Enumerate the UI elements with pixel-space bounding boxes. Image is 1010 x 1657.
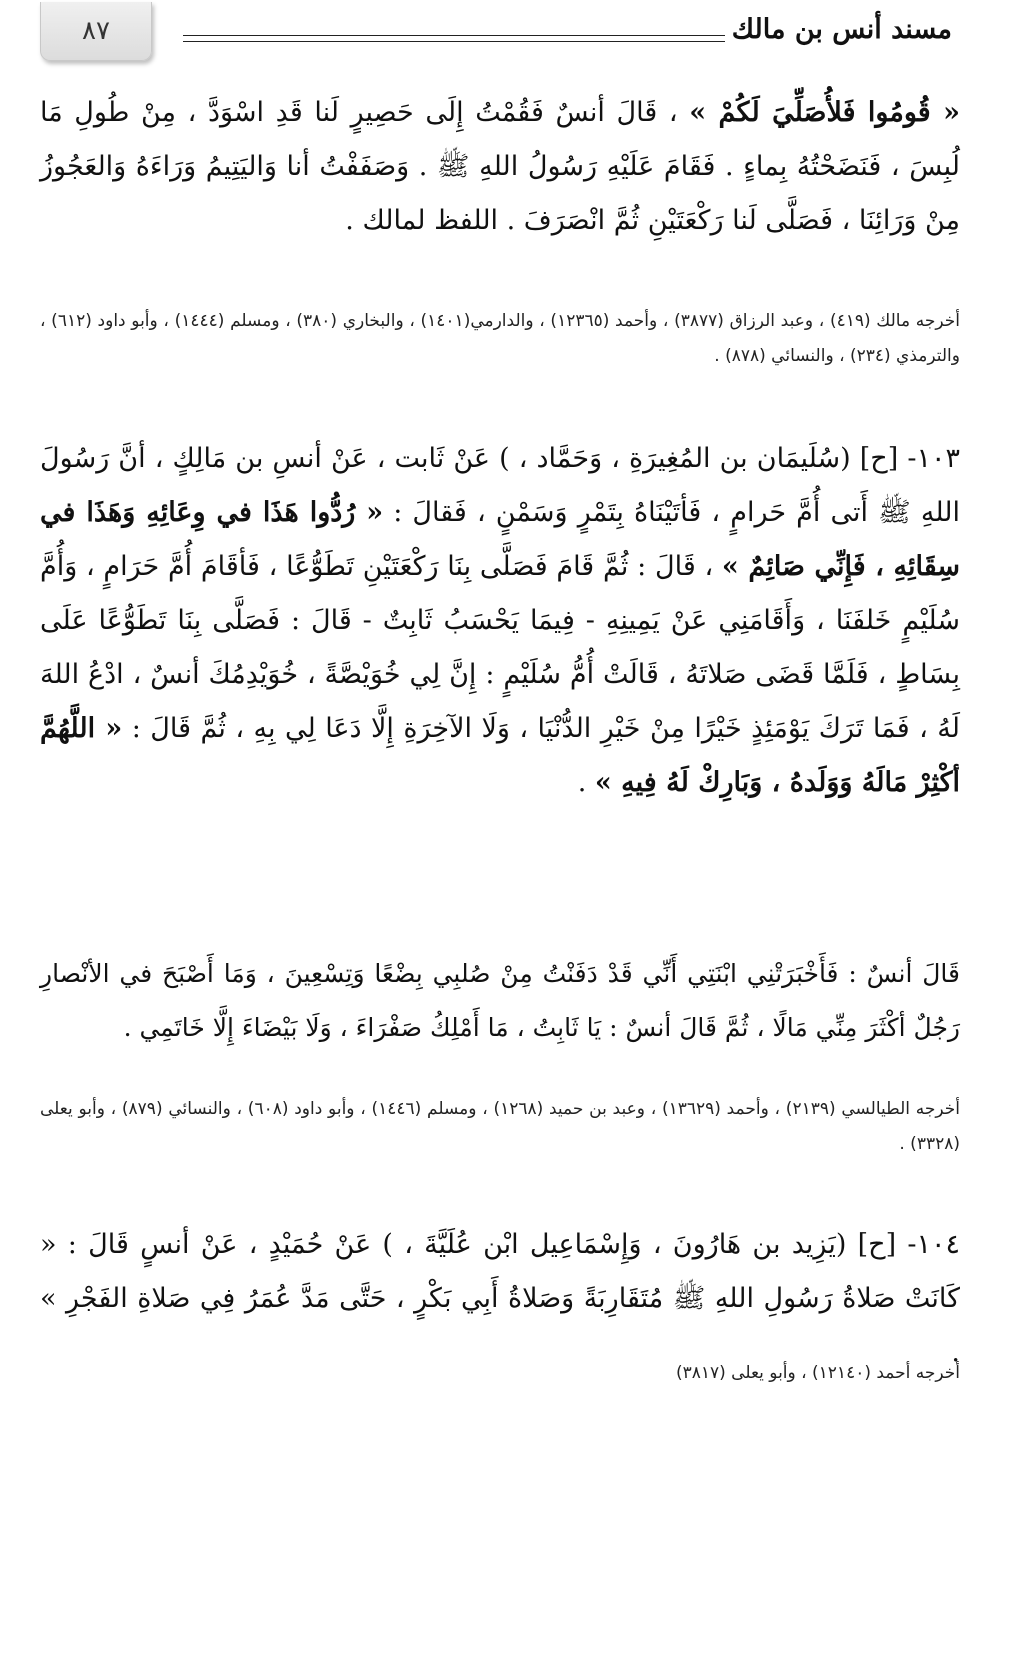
hadith-103-end: . [577, 767, 595, 798]
hadith-102-continuation [40, 86, 960, 248]
page-number: ٨٧ [82, 16, 110, 46]
hadith-103 [40, 432, 960, 810]
hadith-104: ١٠٤- [ح] (يَزِيد بن هَارُونَ ، وَإِسْمَاعِيل ابْن عُلَيَّةَ ، ) عَنْ حُمَيْدٍ ، عَنْ أنسٍ قَالَ : « كَانَتْ صَلاةُ رَسُولِ اللهِ ﷺ مُتَقَارِبَةً وَصَلاةُ أَبِي بَكْرٍ ، حَتَّى مَدَّ عُمَرُ فِي صَلاةِ الفَجْرِ » . [40, 1229, 960, 1368]
hadith-103-isnad: ١٠٣- [ح] (سُلَيمَان بن المُغِيرَةِ ، وَحَمَّاد ، ) عَنْ ثَابت ، عَنْ أنسِ بن مَالِكٍ ، أنَّ رَسُولَ اللهِ ﷺ أَتى أُمَّ حَرامٍ ، فَأتَيْنَاهُ بِتَمْرٍ وَسَمْنٍ ، فَقالَ : [40, 443, 960, 528]
footnote-takhrij-102: أخرجه مالك (٤١٩) ، وعبد الرزاق (٣٨٧٧) ، وأحمد (١٢٣٦٥) ، والدارمي(١٤٠١) ، والبخاري (٣٨٠) ، ومسلم (١٤٤٤) ، وأبو داود (٦١٢) ، والترمذي (٢٣٤) ، والنسائي (٨٧٨) . [40, 311, 961, 366]
prophet-quote: « قُومُوا فَلأُصَلِّيَ لَكُمْ » [689, 97, 960, 128]
page-header [0, 0, 1010, 70]
header-rule-top [183, 35, 725, 36]
hadith-103-addendum: قَالَ أنسٌ : فَأَخْبَرَتْنِي ابْنَتِي أَنِّي قَدْ دَفَنْتُ مِنْ صُلبِي بِضْعًا وَتِسْعِينَ ، وَمَا أَصْبَحَ في الأنْصارِ رَجُلٌ أكْثَرَ مِنِّي مَالًا ، ثُمَّ قَالَ أنسٌ : يَا ثَابِتُ ، مَا أَمْلِكُ صَفْرَاءَ ، وَلَا بَيْضَاءَ إِلَّا خَاتَمِي . [40, 959, 960, 1042]
prophet-quote-2: « اللَّهُمَّ أكْثِرْ مَالَهُ وَوَلَدهُ ، وَبَارِكْ لَهُ فِيهِ » [40, 713, 960, 798]
footnote-takhrij-103: أخرجه الطيالسي (٢١٣٩) ، وأحمد (١٣٦٢٩) ، وعبد بن حميد (١٢٦٨) ، ومسلم (١٤٤٦) ، وأبو داود (٦٠٨) ، والنسائي (٨٧٩) ، وأبو يعلى (٣٣٢٨) . [40, 1099, 961, 1154]
prophet-quote-1: « رُدُّوا هَذَا في وِعَائِهِ وَهَذَا في سِقَائِهِ ، فَإِنِّي صَائِمٌ » [40, 497, 960, 582]
header-rule-bottom [183, 41, 725, 42]
page-number-tab [40, 2, 152, 61]
running-title: مسند أنس بن مالك [731, 14, 952, 45]
narration-text: ، قَالَ أنسٌ فَقُمْتُ إِلَى حَصِيرٍ لَنا قَدِ اسْوَدَّ ، مِنْ طُولِ مَا لُبِسَ ، فَنَضَحْتُهُ بِماءٍ . فَقَامَ عَلَيْهِ رَسُولُ اللهِ ﷺ . وَصَفَفْتُ أنا وَاليَتِيمُ وَرَاءَهُ وَالعَجُوزُ مِنْ وَرَائِنَا ، فَصَلَّى لَنا رَكْعَتَيْنِ ثُمَّ انْصَرَفَ . اللفظ لمالك . [40, 97, 960, 236]
hadith-103-narration: ، قَالَ : ثُمَّ قَامَ فَصَلَّى بِنَا رَكْعَتَيْنِ تَطَوُّعًا ، فَأقَامَ أُمَّ حَرَامٍ ، وَأُمَّ سُلَيْمٍ خَلفَنَا ، وَأَقَامَنِي عَنْ يَمِينِهِ - فِيمَا يَحْسَبُ ثَابِتٌ - قَالَ : فَصَلَّى بِنَا تَطَوُّعًا عَلَى بِسَاطٍ ، فَلَمَّا قَضَى صَلاتَهُ ، قَالَتْ أُمُّ سُلَيْمٍ : إِنَّ لِي خُوَيْصَّةً ، خُوَيْدِمُكَ أنسٌ ، ادْعُ اللهَ لَهُ ، فَمَا تَرَكَ يَوْمَئِذٍ خَيْرًا مِنْ خَيْرِ الدُّنْيَا ، وَلَا الآخِرَةِ إِلَّا دَعَا لِي بِهِ ، ثُمَّ قَالَ : [40, 551, 960, 744]
footnote-takhrij-104: أخرجه أحمد (١٢١٤٠) ، وأبو يعلى (٣٨١٧) [675, 1363, 960, 1383]
